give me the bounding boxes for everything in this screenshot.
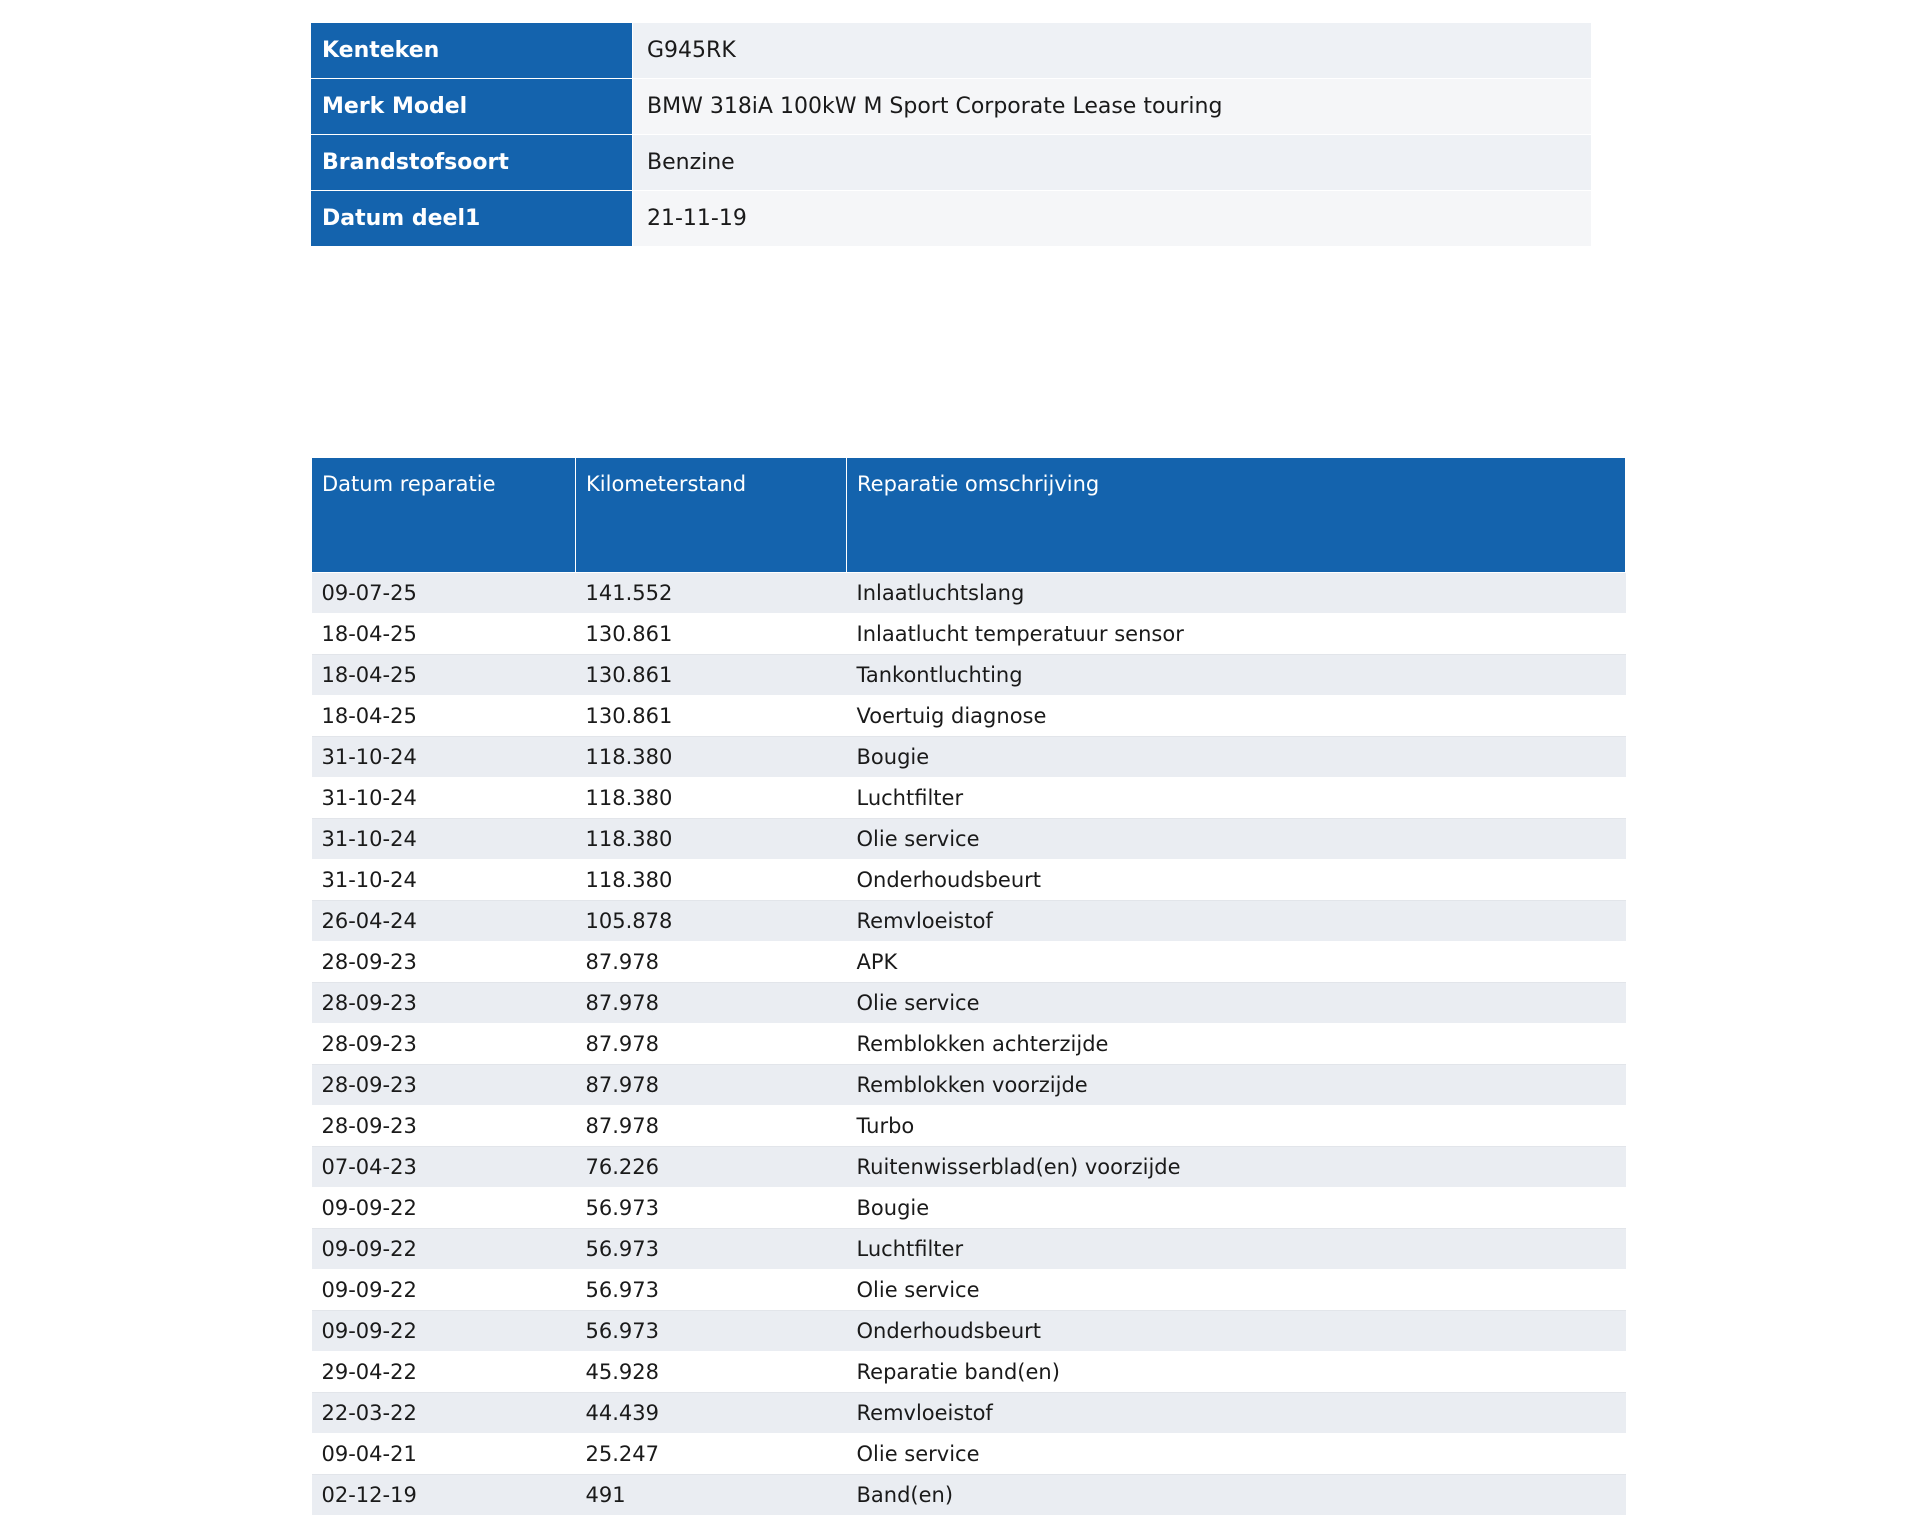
cell-mileage: 56.973 [576, 1188, 847, 1229]
table-row [312, 696, 1626, 737]
vehicle-value-merk-model: BMW 318iA 100kW M Sport Corporate Lease touring [633, 79, 1592, 135]
cell-mileage: 56.973 [576, 1270, 847, 1311]
table-row [312, 573, 1626, 614]
cell-mileage: 118.380 [576, 860, 847, 901]
cell-mileage: 87.978 [576, 1024, 847, 1065]
cell-description: APK [847, 942, 1626, 983]
table-row [312, 655, 1626, 696]
cell-mileage: 118.380 [576, 819, 847, 860]
vehicle-info-row [312, 79, 1592, 135]
cell-date: 31-10-24 [312, 860, 576, 901]
cell-description: Remblokken achterzijde [847, 1024, 1626, 1065]
table-row [312, 614, 1626, 655]
cell-date: 09-07-25 [312, 573, 576, 614]
cell-date: 26-04-24 [312, 901, 576, 942]
table-row [312, 778, 1626, 819]
cell-mileage: 45.928 [576, 1352, 847, 1393]
table-row [312, 942, 1626, 983]
cell-date: 31-10-24 [312, 778, 576, 819]
cell-description: Luchtfilter [847, 1229, 1626, 1270]
table-row [312, 1229, 1626, 1270]
vehicle-info-row [312, 191, 1592, 247]
cell-description: Remvloeistof [847, 1393, 1626, 1434]
cell-mileage: 105.878 [576, 901, 847, 942]
cell-mileage: 491 [576, 1475, 847, 1516]
cell-date: 18-04-25 [312, 696, 576, 737]
cell-mileage: 130.861 [576, 696, 847, 737]
table-row [312, 819, 1626, 860]
cell-date: 28-09-23 [312, 1024, 576, 1065]
table-row [312, 1188, 1626, 1229]
table-row [312, 1475, 1626, 1516]
table-row [312, 860, 1626, 901]
cell-description: Olie service [847, 819, 1626, 860]
vehicle-value-brandstofsoort: Benzine [633, 135, 1592, 191]
cell-date: 31-10-24 [312, 737, 576, 778]
cell-date: 18-04-25 [312, 614, 576, 655]
table-row [312, 1352, 1626, 1393]
cell-description: Luchtfilter [847, 778, 1626, 819]
cell-date: 18-04-25 [312, 655, 576, 696]
repairs-header-row [312, 458, 1626, 573]
cell-date: 09-04-21 [312, 1434, 576, 1475]
column-header-description: Reparatie omschrijving [847, 458, 1626, 573]
cell-description: Voertuig diagnose [847, 696, 1626, 737]
cell-description: Turbo [847, 1106, 1626, 1147]
table-row [312, 737, 1626, 778]
cell-date: 28-09-23 [312, 1065, 576, 1106]
cell-description: Tankontluchting [847, 655, 1626, 696]
cell-date: 09-09-22 [312, 1311, 576, 1352]
vehicle-label-merk-model: Merk Model [312, 79, 633, 135]
table-row [312, 1147, 1626, 1188]
cell-description: Onderhoudsbeurt [847, 860, 1626, 901]
cell-mileage: 56.973 [576, 1311, 847, 1352]
cell-mileage: 76.226 [576, 1147, 847, 1188]
cell-description: Reparatie band(en) [847, 1352, 1626, 1393]
cell-date: 09-09-22 [312, 1188, 576, 1229]
cell-date: 07-04-23 [312, 1147, 576, 1188]
cell-description: Onderhoudsbeurt [847, 1311, 1626, 1352]
cell-date: 22-03-22 [312, 1393, 576, 1434]
vehicle-label-kenteken: Kenteken [312, 23, 633, 79]
table-row [312, 1065, 1626, 1106]
cell-date: 09-09-22 [312, 1270, 576, 1311]
repairs-table-body [312, 573, 1626, 1516]
cell-mileage: 87.978 [576, 942, 847, 983]
cell-description: Remvloeistof [847, 901, 1626, 942]
table-row [312, 1393, 1626, 1434]
repairs-table-head [312, 458, 1626, 573]
vehicle-info-table [311, 22, 1592, 247]
cell-mileage: 130.861 [576, 655, 847, 696]
cell-description: Olie service [847, 1270, 1626, 1311]
vehicle-value-datum-deel1: 21-11-19 [633, 191, 1592, 247]
repairs-table [311, 457, 1626, 1516]
vehicle-info-row [312, 23, 1592, 79]
cell-mileage: 87.978 [576, 983, 847, 1024]
table-row [312, 1270, 1626, 1311]
cell-description: Band(en) [847, 1475, 1626, 1516]
cell-description: Remblokken voorzijde [847, 1065, 1626, 1106]
vehicle-info-body [312, 23, 1592, 247]
cell-mileage: 130.861 [576, 614, 847, 655]
cell-mileage: 25.247 [576, 1434, 847, 1475]
table-row [312, 983, 1626, 1024]
cell-description: Olie service [847, 983, 1626, 1024]
cell-date: 28-09-23 [312, 942, 576, 983]
cell-mileage: 44.439 [576, 1393, 847, 1434]
cell-date: 28-09-23 [312, 1106, 576, 1147]
table-row [312, 901, 1626, 942]
cell-description: Inlaatlucht temperatuur sensor [847, 614, 1626, 655]
cell-description: Olie service [847, 1434, 1626, 1475]
vehicle-label-datum-deel1: Datum deel1 [312, 191, 633, 247]
column-header-mileage: Kilometerstand [576, 458, 847, 573]
table-row [312, 1106, 1626, 1147]
cell-mileage: 118.380 [576, 737, 847, 778]
cell-description: Inlaatluchtslang [847, 573, 1626, 614]
cell-date: 09-09-22 [312, 1229, 576, 1270]
cell-date: 28-09-23 [312, 983, 576, 1024]
cell-mileage: 118.380 [576, 778, 847, 819]
cell-description: Ruitenwisserblad(en) voorzijde [847, 1147, 1626, 1188]
cell-mileage: 56.973 [576, 1229, 847, 1270]
cell-date: 29-04-22 [312, 1352, 576, 1393]
cell-mileage: 141.552 [576, 573, 847, 614]
cell-date: 02-12-19 [312, 1475, 576, 1516]
vehicle-value-kenteken: G945RK [633, 23, 1592, 79]
cell-mileage: 87.978 [576, 1106, 847, 1147]
table-row [312, 1024, 1626, 1065]
vehicle-label-brandstofsoort: Brandstofsoort [312, 135, 633, 191]
cell-description: Bougie [847, 737, 1626, 778]
table-row [312, 1311, 1626, 1352]
cell-mileage: 87.978 [576, 1065, 847, 1106]
column-header-date: Datum reparatie [312, 458, 576, 573]
cell-date: 31-10-24 [312, 819, 576, 860]
cell-description: Bougie [847, 1188, 1626, 1229]
vehicle-info-row [312, 135, 1592, 191]
